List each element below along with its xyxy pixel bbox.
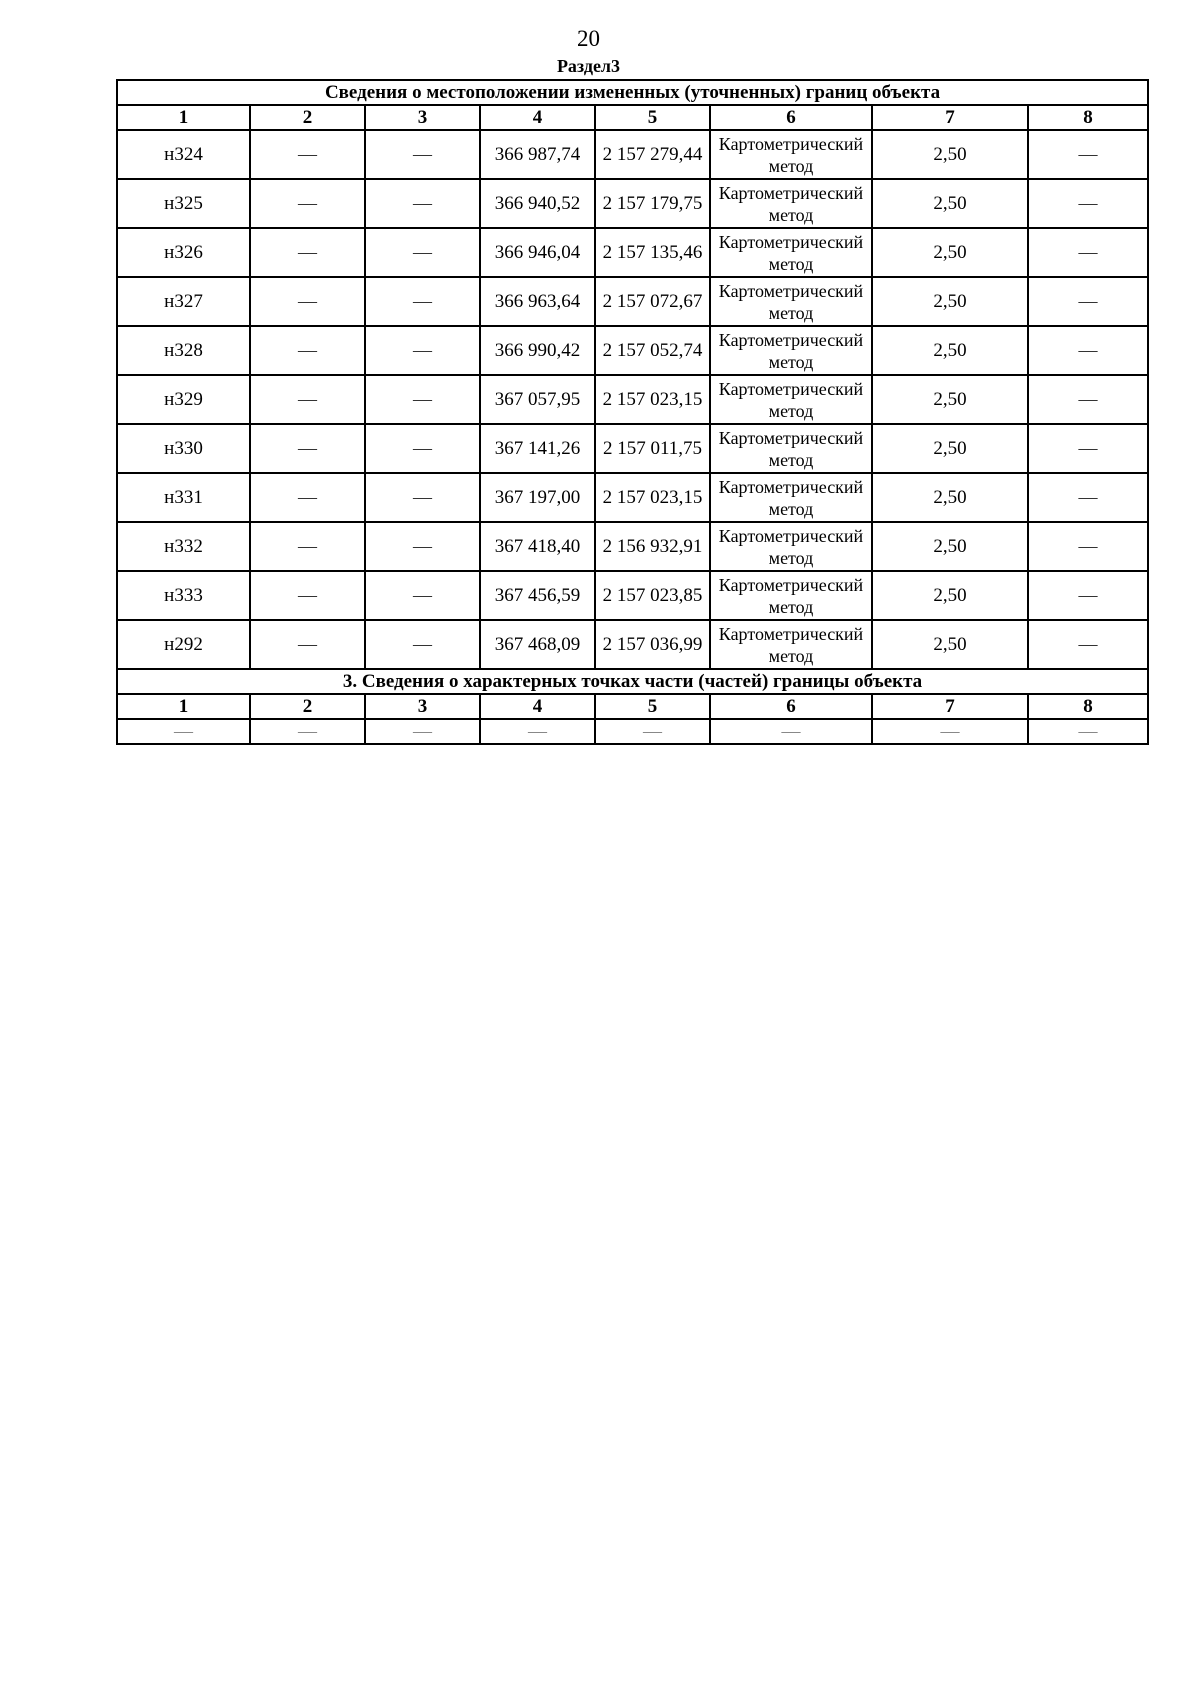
x-coordinate: 366 987,74 — [480, 130, 595, 179]
column-8-value: — — [1028, 277, 1148, 326]
accuracy-value: 2,50 — [872, 522, 1028, 571]
method-cell: Картометрический метод — [710, 571, 872, 620]
accuracy-value: 2,50 — [872, 277, 1028, 326]
point-name: н324 — [117, 130, 250, 179]
column-2-value: — — [250, 326, 365, 375]
column-2-value: — — [250, 522, 365, 571]
column-3-value: — — [365, 522, 480, 571]
part-column-number: 4 — [480, 694, 595, 719]
method-cell: Картометрический метод — [710, 326, 872, 375]
column-2-value: — — [250, 473, 365, 522]
empty-cell: — — [872, 719, 1028, 744]
column-8-value: — — [1028, 326, 1148, 375]
column-number: 3 — [365, 105, 480, 130]
table-row — [117, 375, 1148, 424]
point-name: н332 — [117, 522, 250, 571]
accuracy-value: 2,50 — [872, 179, 1028, 228]
point-name: н329 — [117, 375, 250, 424]
point-name: н333 — [117, 571, 250, 620]
point-name: н330 — [117, 424, 250, 473]
column-2-value: — — [250, 130, 365, 179]
page-number: 20 — [577, 26, 600, 51]
table-row — [117, 473, 1148, 522]
column-number: 5 — [595, 105, 710, 130]
x-coordinate: 366 946,04 — [480, 228, 595, 277]
part-heading-row — [117, 669, 1148, 694]
column-number: 2 — [250, 105, 365, 130]
part-empty-row — [117, 719, 1148, 744]
y-coordinate: 2 156 932,91 — [595, 522, 710, 571]
point-name: н328 — [117, 326, 250, 375]
method-cell: Картометрический метод — [710, 473, 872, 522]
accuracy-value: 2,50 — [872, 375, 1028, 424]
x-coordinate: 367 057,95 — [480, 375, 595, 424]
table-row — [117, 620, 1148, 669]
empty-cell: — — [480, 719, 595, 744]
y-coordinate: 2 157 011,75 — [595, 424, 710, 473]
column-3-value: — — [365, 130, 480, 179]
y-coordinate: 2 157 023,15 — [595, 375, 710, 424]
x-coordinate: 367 141,26 — [480, 424, 595, 473]
part-column-number: 7 — [872, 694, 1028, 719]
column-3-value: — — [365, 620, 480, 669]
column-2-value: — — [250, 228, 365, 277]
table-heading-row — [117, 80, 1148, 105]
part-column-number: 2 — [250, 694, 365, 719]
column-8-value: — — [1028, 130, 1148, 179]
accuracy-value: 2,50 — [872, 571, 1028, 620]
point-name: н331 — [117, 473, 250, 522]
empty-cell: — — [365, 719, 480, 744]
x-coordinate: 367 197,00 — [480, 473, 595, 522]
accuracy-value: 2,50 — [872, 130, 1028, 179]
table-row — [117, 326, 1148, 375]
part-column-number: 1 — [117, 694, 250, 719]
point-name: н292 — [117, 620, 250, 669]
part-column-number: 8 — [1028, 694, 1148, 719]
column-8-value: — — [1028, 620, 1148, 669]
y-coordinate: 2 157 072,67 — [595, 277, 710, 326]
table-row — [117, 179, 1148, 228]
x-coordinate: 367 418,40 — [480, 522, 595, 571]
column-2-value: — — [250, 571, 365, 620]
column-3-value: — — [365, 424, 480, 473]
table-heading: Сведения о местоположении измененных (уточненных) границ объекта — [117, 80, 1148, 105]
y-coordinate: 2 157 279,44 — [595, 130, 710, 179]
column-2-value: — — [250, 424, 365, 473]
point-name: н327 — [117, 277, 250, 326]
method-cell: Картометрический метод — [710, 277, 872, 326]
table-row — [117, 571, 1148, 620]
empty-cell: — — [117, 719, 250, 744]
section-title: Раздел3 — [556, 56, 621, 76]
x-coordinate: 367 456,59 — [480, 571, 595, 620]
method-cell: Картометрический метод — [710, 228, 872, 277]
accuracy-value: 2,50 — [872, 473, 1028, 522]
point-name: н326 — [117, 228, 250, 277]
column-number: 6 — [710, 105, 872, 130]
y-coordinate: 2 157 179,75 — [595, 179, 710, 228]
method-cell: Картометрический метод — [710, 130, 872, 179]
method-cell: Картометрический метод — [710, 375, 872, 424]
boundary-table — [116, 79, 1149, 745]
column-3-value: — — [365, 228, 480, 277]
column-number: 4 — [480, 105, 595, 130]
empty-cell: — — [710, 719, 872, 744]
column-8-value: — — [1028, 179, 1148, 228]
empty-cell: — — [595, 719, 710, 744]
accuracy-value: 2,50 — [872, 424, 1028, 473]
x-coordinate: 366 940,52 — [480, 179, 595, 228]
y-coordinate: 2 157 023,15 — [595, 473, 710, 522]
part-column-numbers-row — [117, 694, 1148, 719]
column-number: 8 — [1028, 105, 1148, 130]
column-2-value: — — [250, 620, 365, 669]
empty-cell: — — [250, 719, 365, 744]
column-2-value: — — [250, 179, 365, 228]
column-3-value: — — [365, 326, 480, 375]
column-8-value: — — [1028, 571, 1148, 620]
x-coordinate: 366 963,64 — [480, 277, 595, 326]
column-8-value: — — [1028, 522, 1148, 571]
table-row — [117, 424, 1148, 473]
table-row — [117, 228, 1148, 277]
column-number: 1 — [117, 105, 250, 130]
method-cell: Картометрический метод — [710, 522, 872, 571]
y-coordinate: 2 157 036,99 — [595, 620, 710, 669]
accuracy-value: 2,50 — [872, 326, 1028, 375]
column-2-value: — — [250, 375, 365, 424]
column-8-value: — — [1028, 473, 1148, 522]
part-column-number: 5 — [595, 694, 710, 719]
method-cell: Картометрический метод — [710, 424, 872, 473]
column-3-value: — — [365, 277, 480, 326]
empty-cell: — — [1028, 719, 1148, 744]
column-8-value: — — [1028, 424, 1148, 473]
x-coordinate: 366 990,42 — [480, 326, 595, 375]
y-coordinate: 2 157 052,74 — [595, 326, 710, 375]
column-numbers-row — [117, 105, 1148, 130]
table-row — [117, 522, 1148, 571]
point-name: н325 — [117, 179, 250, 228]
table-row — [117, 277, 1148, 326]
part-column-number: 3 — [365, 694, 480, 719]
accuracy-value: 2,50 — [872, 228, 1028, 277]
column-8-value: — — [1028, 375, 1148, 424]
method-cell: Картометрический метод — [710, 179, 872, 228]
column-3-value: — — [365, 179, 480, 228]
part-heading: 3. Сведения о характерных точках части (частей) границы объекта — [117, 669, 1148, 694]
column-3-value: — — [365, 375, 480, 424]
method-cell: Картометрический метод — [710, 620, 872, 669]
column-number: 7 — [872, 105, 1028, 130]
part-column-number: 6 — [710, 694, 872, 719]
y-coordinate: 2 157 023,85 — [595, 571, 710, 620]
column-3-value: — — [365, 571, 480, 620]
table-row — [117, 130, 1148, 179]
x-coordinate: 367 468,09 — [480, 620, 595, 669]
column-8-value: — — [1028, 228, 1148, 277]
column-3-value: — — [365, 473, 480, 522]
accuracy-value: 2,50 — [872, 620, 1028, 669]
column-2-value: — — [250, 277, 365, 326]
y-coordinate: 2 157 135,46 — [595, 228, 710, 277]
